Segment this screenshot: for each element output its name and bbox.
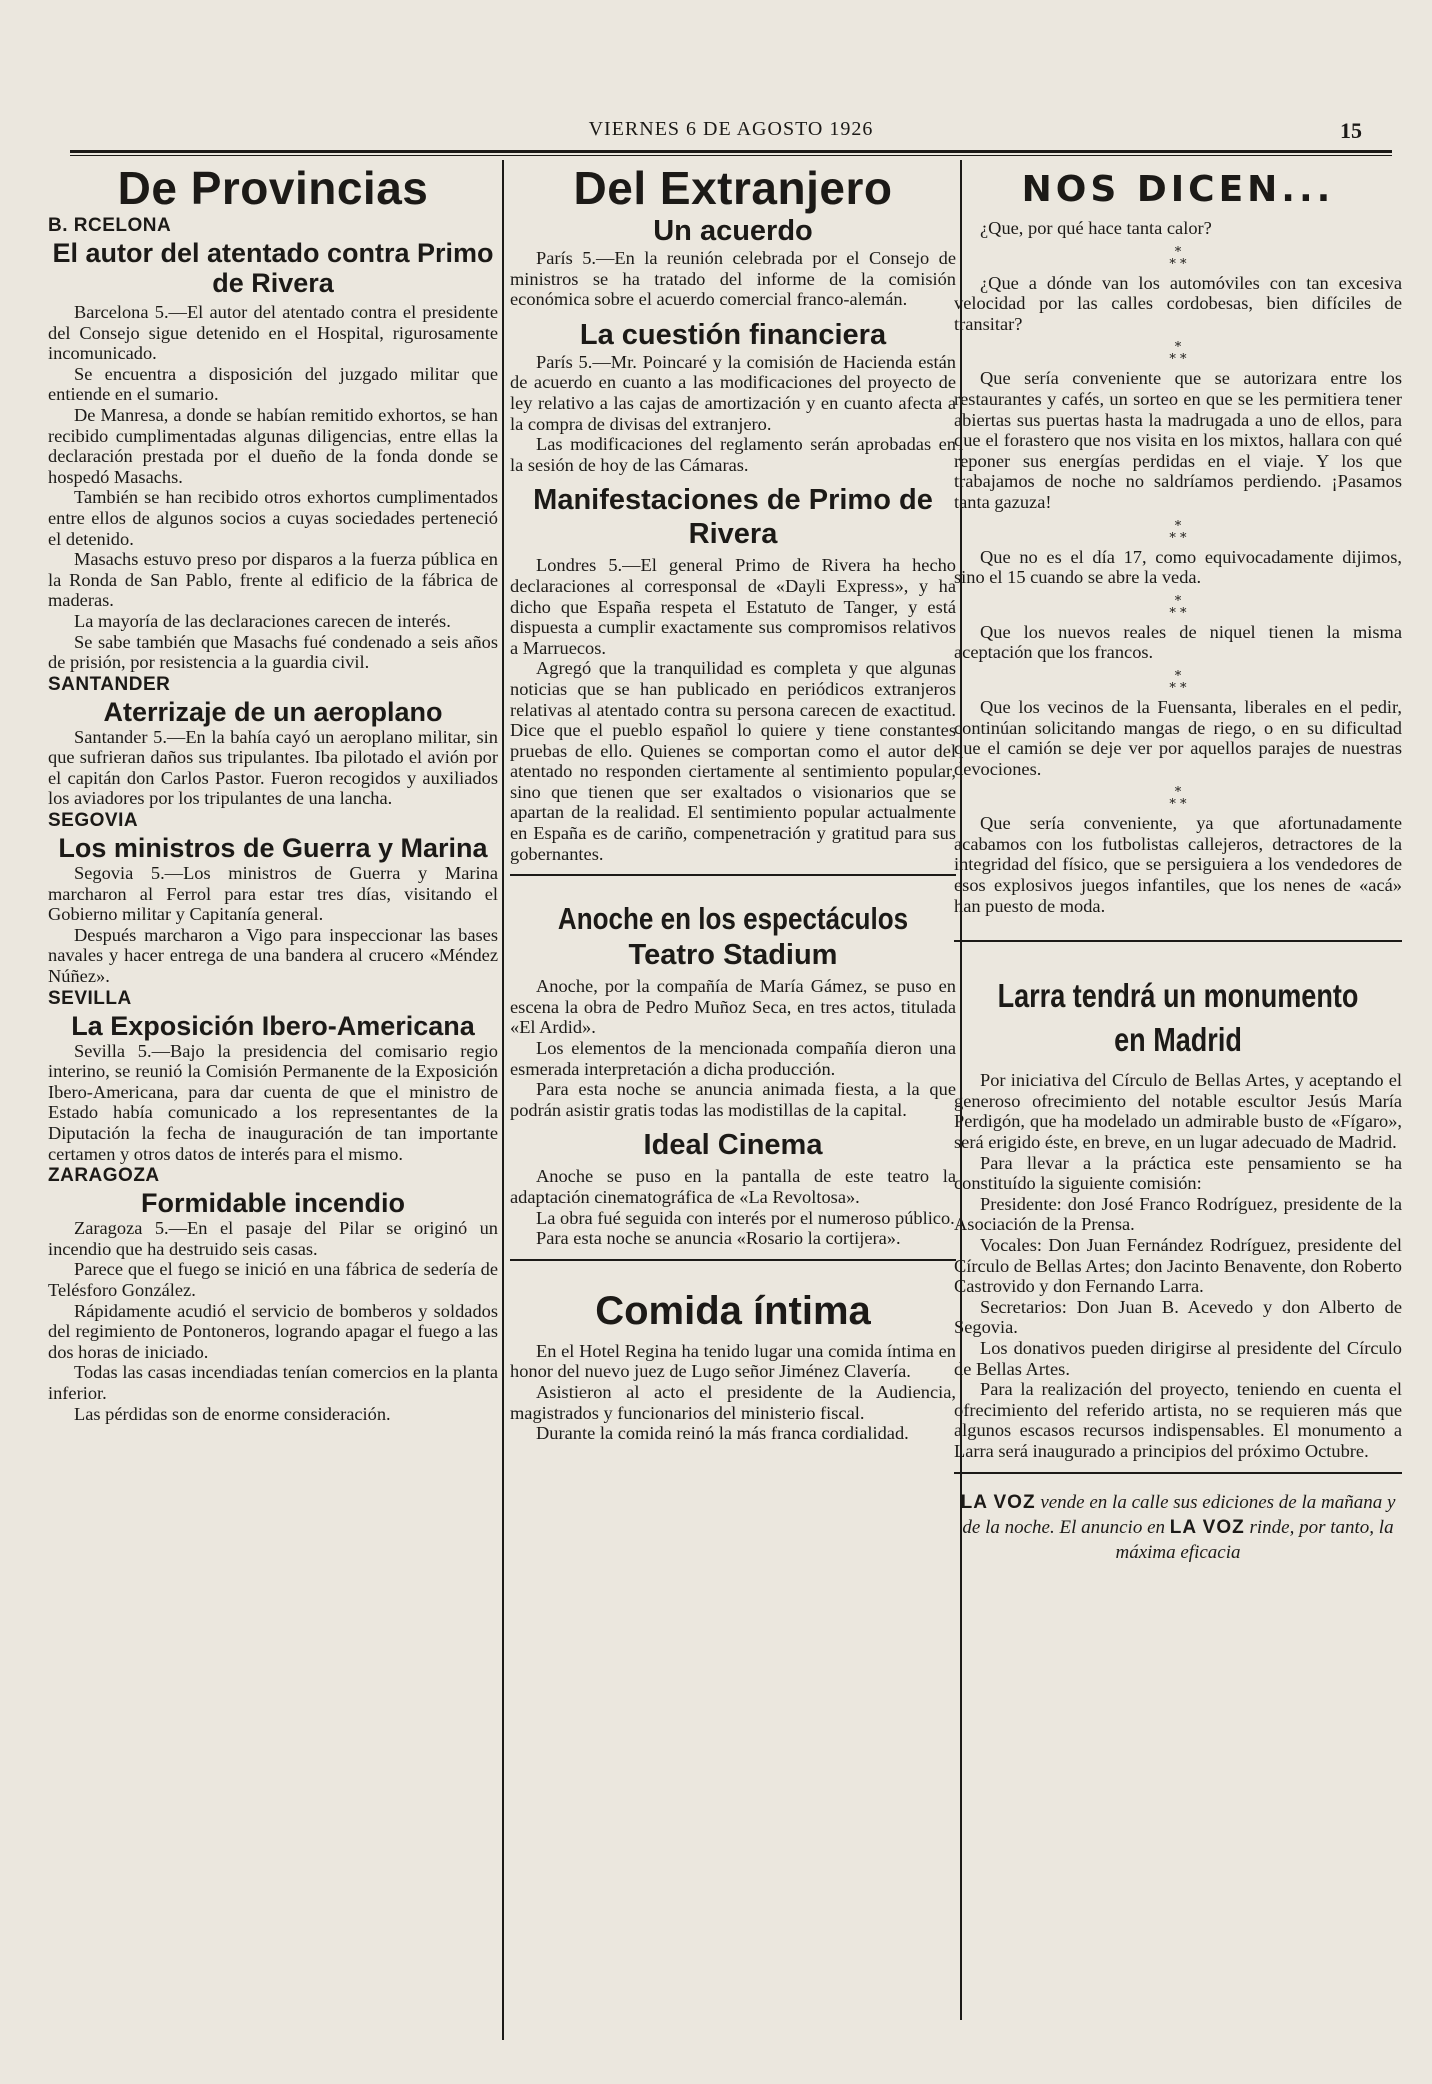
paragraph: Todas las casas incendiadas tenían comercios en la planta inferior. [48,1362,498,1403]
paragraph: Las pérdidas son de enorme consideración. [74,1403,391,1424]
paragraph: Anoche, por la compañía de María Gámez, se puso en escena la obra de Pedro Muñoz Seca, en tres actos, titulada «El Ardid». [510,976,956,1038]
issue-date: VIERNES 6 DE AGOSTO 1926 [588,118,874,140]
headline: El autor del atentado contra Primo de Rivera [52,238,494,298]
gossip-item: Que los vecinos de la Fuensanta, liberales en el pedir, continúan solicitando mangas de riego, o en su dificultad que el camión se deje ver por aquellos parajes de nuestras devociones. [954,696,1402,779]
ad-text: rinde, por tanto, la máxima eficacia [1115,1516,1394,1563]
gossip-item: ¿Que a dónde van los automóviles con tan excesiva velocidad por las calles cordobesas, bien difíciles de transitar? [954,272,1402,334]
paragraph: Santander 5.—En la bahía cayó un aeroplano militar, sin que sufrieran daños sus tripulantes. Iba pilotado el avión por el capitán don Carlos Pastor. Fueron recogidos y auxiliados los aviadores por los tripulantes de una lancha. [48,726,498,809]
paragraph: De Manresa, a donde se habían remitido exhortos, se han recibido cumplimentadas algunas diligencias, entre ellas la declaración prestada por el dueño de la fonda donde se hospedó Masachs. [48,404,498,487]
gossip-item: ¿Que, por qué hace tanta calor? [980,218,1212,238]
paragraph: Presidente: don José Franco Rodríguez, presidente de la Asociación de la Prensa. [954,1193,1402,1235]
paragraph: Se encuentra a disposición del juzgado militar que entiende en el sumario. [48,363,498,405]
ad-text: vende en la calle sus ediciones de la mañana y de la noche. [962,1491,1396,1538]
paragraph: Por iniciativa del Círculo de Bellas Artes, y aceptando el generoso ofrecimiento del notable escultor Jesús María Perdigón, que ha modelado un admirable busto de «Fígaro», será erigido éste, en breve, en un lugar adecuado de Madrid. [954,1070,1402,1153]
paragraph: Para llevar a la práctica este pensamiento se ha constituído la siguiente comisión: [954,1152,1402,1194]
paragraph: Rápidamente acudió el servicio de bomberos y soldados del regimiento de Pontoneros, logrando apagar el fuego a las dos horas de iniciado. [48,1300,498,1362]
paragraph: Parece que el fuego se inició en una fábrica de sedería de Telésforo González. [48,1259,498,1300]
paragraph: Las modificaciones del reglamento serán aprobadas en la sesión de hoy de las Cámaras. [510,434,956,475]
paragraph: Vocales: Don Juan Fernández Rodríguez, presidente del Círculo de Bellas Artes; don Jacinto Benavente, don Roberto Castrovido y don Fernando Larra. [954,1235,1402,1297]
ad-brand: LA VOZ [1169,1516,1245,1538]
gossip-item: Que los nuevos reales de niquel tienen la misma aceptación que los francos. [954,621,1402,663]
headline: Anoche en los espectáculos [557,901,909,937]
city-label: ZARAGOZA [48,1165,160,1187]
header-rule [70,150,1392,156]
paragraph: En el Hotel Regina ha tenido lugar una comida íntima en honor del nuevo juez de Lugo señor Jiménez Clavería. [510,1340,956,1382]
section-divider [954,1472,1402,1474]
paragraph: Masachs estuvo preso por disparos a la fuerza pública en la Ronda de San Pablo, frente al edificio de la fábrica de maderas. [48,549,498,611]
headline: Aterrizaje de un aeroplano [103,696,443,727]
ad-brand: LA VOZ [960,1491,1036,1513]
asterism: * * * [1169,518,1187,546]
section-title: De Provincias [117,162,429,214]
paragraph: Asistieron al acto el presidente de la Audiencia, magistrados y funcionarios del ministerio fiscal. [510,1381,956,1423]
city-label: SANTANDER [48,673,171,695]
headline: Manifestaciones de Primo de Rivera [533,484,933,551]
headline: La Exposición Ibero-Americana [71,1010,475,1041]
asterism: * * * [1169,340,1187,368]
section-divider [954,940,1402,942]
asterism: * * * [1169,244,1187,272]
paragraph: Anoche se puso en la pantalla de este teatro la adaptación cinematográfica de «La Revoltosa». [510,1166,956,1207]
paragraph: La mayoría de las declaraciones carecen de interés. [74,610,451,631]
paragraph: Agregó que la tranquilidad es completa y que algunas noticias que se han publicado en periódicos extranjeros relativas al atentado contra su persona carecen de exactitud. Dice que el pueblo español lo quiere y tiene constantes pruebas de ello. Quienes se comportan como el autor del atentado no responden ciertamente al sentimiento popular, sino que tienen que ser exaltados o visionarios que se apartan de la realidad. El sentimiento popular actualmente en España es de cariño, compenetración y gratitud para sus gobernantes. [510,658,956,864]
paragraph: Secretarios: Don Juan B. Acevedo y don Alberto de Segovia. [954,1296,1402,1338]
page-number: 15 [1340,118,1362,143]
paragraph: La obra fué seguida con interés por el numeroso público. [536,1207,955,1228]
paragraph: Para esta noche se anuncia animada fiesta, a la que podrán asistir gratis todas las modistillas de la capital. [510,1079,956,1120]
paragraph: Zaragoza 5.—En el pasaje del Pilar se originó un incendio que ha destruido seis casas. [48,1218,498,1259]
section-divider [510,1259,956,1261]
ad-text: El anuncio en [1059,1516,1166,1538]
city-label: B. RCELONA [48,215,172,236]
column-rule [502,160,504,2040]
paragraph: Se sabe también que Masachs fué condenado a seis años de prisión, por resistencia a la guardia civil. [48,631,498,673]
headline: Formidable incendio [140,1188,406,1219]
paragraph: Para esta noche se anuncia «Rosario la cortijera». [536,1228,901,1249]
city-label: SEGOVIA [48,810,139,832]
paragraph: París 5.—En la reunión celebrada por el Consejo de ministros se ha tratado del informe de la comisión económica sobre el acuerdo comercial franco-alemán. [510,248,956,310]
section-divider [510,874,956,876]
paragraph: Durante la comida reinó la más franca cordialidad. [536,1423,909,1444]
gossip-item: Que sería conveniente que se autorizara entre los restaurantes y cafés, un sorteo en que se les permitiera tener abiertas sus puertas hasta la madrugada a uno de ellos, para que el forastero que nos visita en los mixtos, hallara con qué reponer sus energías perdidas en el viaje. Y los que trabajamos de noche no saldríamos perdiendo. ¡Pasamos tanta gazuza! [954,368,1402,512]
section-title: NOS DICEN... [1021,169,1335,210]
column-provincias [48,162,498,2014]
house-advertisement [954,1490,1402,1565]
paragraph: Después marcharon a Vigo para inspeccionar las bases navales y hacer entrega de una bandera al crucero «Méndez Núñez». [48,924,498,987]
paragraph: Los elementos de la mencionada compañía dieron una esmerada interpretación a dicha producción. [510,1038,956,1079]
headline: Un acuerdo [653,215,813,247]
paragraph: Para la realización del proyecto, teniendo en cuenta el ofrecimiento del referido artista, no se requieren más que algunos escasos recursos indispensables. El monumento a Larra será inaugurado a principios del próximo Octubre. [954,1379,1402,1461]
paragraph: Barcelona 5.—El autor del atentado contra el presidente del Consejo sigue detenido en el Hospital, rigurosamente incomunicado. [48,302,498,364]
column-extranjero [510,162,956,2014]
section-title: Del Extranjero [573,162,893,214]
asterism: * * * [1169,593,1187,621]
running-head [70,118,1392,154]
subheadline: Ideal Cinema [643,1129,823,1162]
subheadline: Teatro Stadium [628,939,838,972]
paragraph: París 5.—Mr. Poincaré y la comisión de Hacienda están de acuerdo en cuanto a las modificaciones del proyecto de ley relativo a las cajas de amortización y en cuanto afecta a la compra de divisas del extranjero. [510,351,956,434]
column-nos-dicen [954,162,1402,2014]
paragraph: También se han recibido otros exhortos cumplimentados entre ellos de algunos socios a cuyas sociedades perteneció el detenido. [48,487,498,549]
gossip-item: Que sería conveniente, ya que afortunadamente acabamos con los futbolistas callejeros, detractores de la integridad del físico, que se persiguiera a los vendedores de esos explosivos juegos infantiles, que los nenes de «acá» han puesto de moda. [954,813,1402,916]
headline: Comida íntima [595,1288,871,1333]
headline: Los ministros de Guerra y Marina [58,833,488,864]
asterism: * * * [1169,668,1187,696]
paragraph: Londres 5.—El general Primo de Rivera ha hecho declaraciones al corresponsal de «Dayli Express», y ha dicho que España respeta el Estatuto de Tanger, y está dispuesta a cumplir exactamente sus compromisos relativos a Marruecos. [510,555,956,658]
gossip-item: Que no es el día 17, como equivocadamente dijimos, sino el 15 cuando se abre la veda. [954,546,1402,588]
headline: La cuestión financiera [579,318,887,351]
asterism: * * * [1169,785,1187,813]
paragraph: Los donativos pueden dirigirse al presidente del Círculo de Bellas Artes. [954,1337,1402,1379]
paragraph: Sevilla 5.—Bajo la presidencia del comisario regio interino, se reunió la Comisión Permanente de la Exposición Ibero-Americana, para dar cuenta de que el ministro de Estado había comunicado a los representantes de la Diputación la fecha de inauguración de tan importante certamen y otros datos de interés para el mismo. [48,1040,498,1164]
paragraph: Segovia 5.—Los ministros de Guerra y Marina marcharon al Ferrol para estar tres días, visitando el Gobierno militar y Capitanía general. [48,863,498,925]
headline: Larra tendrá un monumento en Madrid [997,977,1359,1059]
city-label: SEVILLA [48,987,132,1009]
